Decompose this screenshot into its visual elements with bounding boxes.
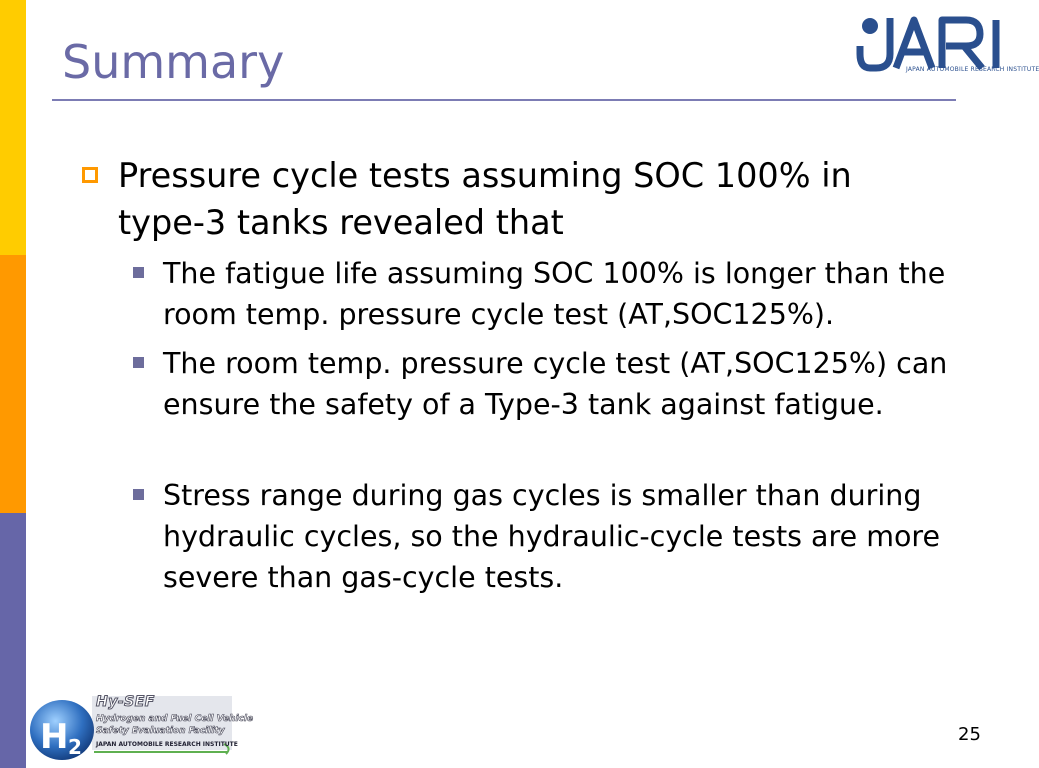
- sub-bullet-text-2: The room temp. pressure cycle test (AT,SOC125%) can ensure the safety of a Type-3 tank against fatigue.: [163, 347, 948, 421]
- main-bullet-text: Pressure cycle tests assuming SOC 100% in type-3 tanks revealed that: [118, 156, 852, 242]
- decor-strip-yellow: [0, 0, 26, 255]
- decor-strip-orange: [0, 255, 26, 513]
- jari-tagline: JAPAN AUTOMOBILE RESEARCH INSTITUTE: [906, 66, 1039, 73]
- sub-bullet-text-1: The fatigue life assuming SOC 100% is longer than the room temp. pressure cycle test (AT,SOC125%).: [163, 257, 946, 331]
- hysef-line-1: Hydrogen and Fuel Cell Vehicle: [96, 714, 254, 724]
- hysef-title: Hy-SEF: [96, 694, 155, 710]
- slide-title: Summary: [62, 35, 285, 89]
- bullet-square-icon: [82, 167, 98, 183]
- hysef-line-2: Safety Evaluation Facility: [96, 726, 225, 736]
- title-divider: [52, 99, 956, 101]
- svg-text:2: 2: [68, 735, 82, 759]
- sub-bullet-icon: [133, 357, 144, 368]
- page-number: 25: [958, 724, 981, 745]
- sub-bullet-icon: [133, 489, 144, 500]
- svg-text:H: H: [40, 717, 69, 757]
- sub-bullet-text-3: Stress range during gas cycles is smaller than during hydraulic cycles, so the hydraulic-cycle tests are more severe than gas-cycle tests.: [163, 479, 941, 594]
- sub-bullet-icon: [133, 267, 144, 278]
- hysef-line-3: JAPAN AUTOMOBILE RESEARCH INSTITUTE: [96, 741, 238, 748]
- decor-strip-blue: [0, 513, 26, 768]
